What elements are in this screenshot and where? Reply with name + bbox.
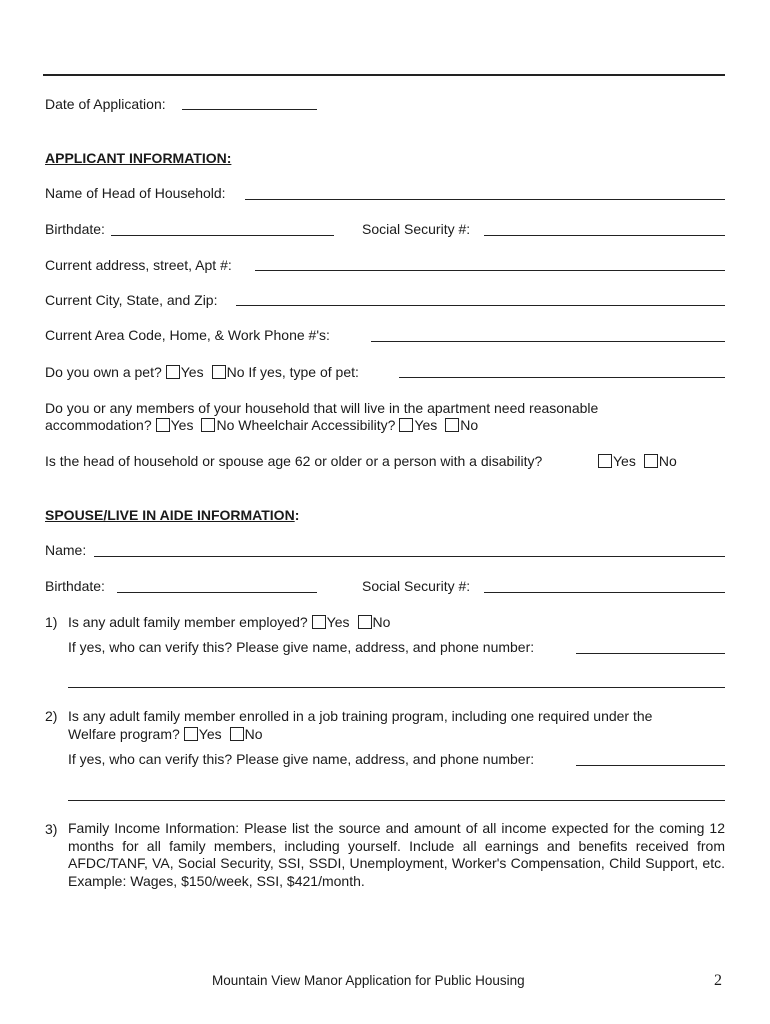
accommodation-no-label: No (216, 417, 235, 433)
page-number: 2 (714, 972, 722, 989)
spouse-heading-colon: : (294, 507, 300, 523)
current-city-label: Current City, State, and Zip: (45, 292, 218, 308)
social-security-label: Social Security #: (362, 221, 471, 237)
q2-number: 2) (45, 708, 58, 724)
q2-yes-label: Yes (198, 726, 222, 742)
spouse-name-label: Name: (45, 542, 87, 558)
date-of-application-label: Date of Application: (45, 96, 166, 112)
pet-no-label: No (226, 364, 245, 380)
spouse-name-field[interactable] (94, 556, 725, 557)
social-security-field[interactable] (484, 235, 725, 236)
accommodation-yes-checkbox[interactable] (156, 418, 170, 432)
accommodation-question-line2 (45, 417, 478, 433)
q1-no-checkbox[interactable] (358, 615, 372, 629)
wheelchair-no-checkbox[interactable] (445, 418, 459, 432)
head-of-household-field[interactable] (245, 199, 725, 200)
pet-question (45, 364, 359, 380)
pet-yes-label: Yes (180, 364, 204, 380)
head-of-household-label: Name of Head of Household: (45, 185, 226, 201)
birthdate-field[interactable] (111, 235, 334, 236)
accommodation-label: accommodation? (45, 417, 152, 433)
q2-no-checkbox[interactable] (230, 727, 244, 741)
pet-type-field[interactable] (399, 377, 725, 378)
spouse-birthdate-field[interactable] (117, 592, 317, 593)
q3-paragraph: Family Income Information: Please list the source and amount of all income expected for the coming 12 months for all family members, including yourself. Include all earnings and benefits received from AFDC/TANF, VA, Social Security, SSI, SSDI, Unemployment, Worker's Compensation, Child Support, etc. Example: Wages, $150/week, SSI, $421/month. (68, 820, 725, 890)
phone-field[interactable] (371, 341, 725, 342)
accommodation-question-line1: Do you or any members of your household that will live in the apartment need reasonable (45, 400, 599, 416)
age-yes-checkbox[interactable] (598, 454, 612, 468)
accommodation-no-checkbox[interactable] (201, 418, 215, 432)
pet-no-checkbox[interactable] (212, 365, 226, 379)
q2-yes-checkbox[interactable] (184, 727, 198, 741)
current-address-field[interactable] (255, 270, 725, 271)
q2-verify-field-line2[interactable] (68, 800, 725, 801)
pet-type-label: If yes, type of pet: (248, 364, 359, 380)
q1-number: 1) (45, 614, 58, 630)
spouse-social-security-field[interactable] (484, 592, 725, 593)
wheelchair-yes-label: Yes (414, 417, 438, 433)
top-rule (43, 74, 725, 76)
age-yes-label: Yes (613, 453, 636, 469)
pet-yes-checkbox[interactable] (166, 365, 180, 379)
wheelchair-yes-checkbox[interactable] (399, 418, 413, 432)
q2-no-label: No (244, 726, 263, 742)
birthdate-label: Birthdate: (45, 221, 105, 237)
q2-question-line2 (68, 726, 263, 742)
q2-verify-field[interactable] (576, 765, 725, 766)
q2-verify-label: If yes, who can verify this? Please give name, address, and phone number: (68, 751, 535, 767)
spouse-heading (45, 507, 299, 523)
q1-verify-label: If yes, who can verify this? Please give name, address, and phone number: (68, 639, 535, 655)
spouse-birthdate-label: Birthdate: (45, 578, 105, 594)
age-disability-options (594, 453, 677, 469)
spouse-social-security-label: Social Security #: (362, 578, 471, 594)
age-no-checkbox[interactable] (644, 454, 658, 468)
wheelchair-no-label: No (460, 417, 479, 433)
q2-question-line1: Is any adult family member enrolled in a job training program, including one required under the (68, 708, 653, 724)
age-disability-question: Is the head of household or spouse age 62 or older or a person with a disability? (45, 453, 543, 469)
q1-label: Is any adult family member employed? (68, 614, 308, 630)
date-of-application-field[interactable] (182, 109, 317, 110)
q1-yes-checkbox[interactable] (312, 615, 326, 629)
spouse-heading-text: SPOUSE/LIVE IN AIDE INFORMATION (45, 507, 295, 523)
age-no-label: No (658, 453, 677, 469)
q1-yes-label: Yes (326, 614, 350, 630)
applicant-information-heading: APPLICANT INFORMATION: (45, 150, 232, 166)
pet-question-label: Do you own a pet? (45, 364, 162, 380)
phone-label: Current Area Code, Home, & Work Phone #'s: (45, 327, 330, 343)
q1-question (68, 614, 390, 630)
q1-no-label: No (372, 614, 391, 630)
q1-verify-field[interactable] (576, 653, 725, 654)
q3-number: 3) (45, 821, 58, 837)
current-address-label: Current address, street, Apt #: (45, 257, 232, 273)
current-city-field[interactable] (236, 305, 725, 306)
q1-verify-field-line2[interactable] (68, 687, 725, 688)
footer-title: Mountain View Manor Application for Public Housing (212, 973, 525, 988)
wheelchair-label: Wheelchair Accessibility? (238, 417, 396, 433)
q2-label: Welfare program? (68, 726, 180, 742)
accommodation-yes-label: Yes (170, 417, 194, 433)
